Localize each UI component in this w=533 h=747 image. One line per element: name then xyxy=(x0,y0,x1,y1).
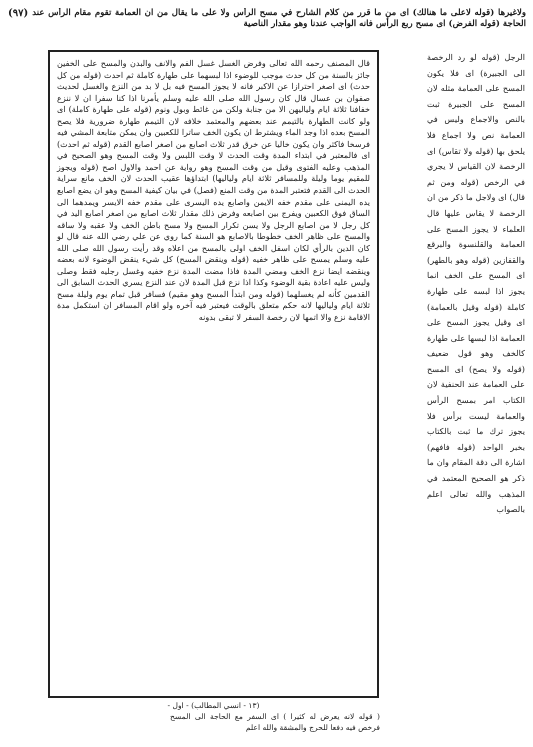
signature-line: (١٣ - انسي المطالب) - اول - xyxy=(167,701,260,710)
main-text: قال المصنف رحمه الله تعالى وفرض الغسل غسل الفم والانف والبدن والمسح على الخفين جائز بالسنة من كل حدث موجب للوضوء اذا لبسهما على طهارة كاملة ثم احدث (قوله من كل حدث) اى اصغر احترازا عن الاكبر فانه لا يجوز المسح فيه بل لا بد من النزع والغسل لحديث صفوان بن عسال قال كان رسول الله صلى الله عليه وسلم يأمرنا اذا كنا سفرا ان لا ننزع خفافنا ثلاثة ايام ولياليهن الا من جنابة ولكن من غائط وبول ونوم (قوله على طهارة كاملة) اى ولو كانت الطهارة بالتيمم عند بعضهم والمعتمد خلافه لان التيمم طهارة ضرورية فلا يصح المسح بعده اذا وجد الماء ويشترط ان يكون الخف ساترا للكعبين وان يمكن متابعة المشي فيه فرسخا فاكثر وان يكون خاليا عن خرق قدر ثلاث اصابع من اصغر اصابع القدم (قوله ثم احدث) اى فالمعتبر في ابتداء المدة وقت الحدث لا وقت اللبس ولا وقت المسح وهو الصحيح في المذهب وعليه الفتوى وقيل من وقت المسح وهو رواية عن احمد والاول اصح (قوله ويجوز للمقيم يوما وليلة وللمسافر ثلاثة ايام ولياليها) ابتداؤها عقيب الحدث لان الخف مانع سراية الحدث الى القدم فتعتبر المدة من وقت المنع (فصل) في بيان كيفية المسح وهو ان يضع اصابع يده اليمنى على مقدم خفه الايمن واصابع يده اليسرى على مقدم خفه الايسر ويمدهما الى الساق فوق الكعبين ويفرج بين اصابعه وفرض ذلك مقدار ثلاث اصابع من اصغر اصابع اليد في كل رجل لا من اصابع الرجل ولا يسن تكرار المسح ولا مسح باطن الخف ولا عقبه ولا ساقه والمسح على ظاهر الخف خطوطا بالاصابع هو السنة كما روي عن علي رضي الله عنه قال لو كان الدين بالرأي لكان اسفل الخف اولى بالمسح من اعلاه وقد رأيت رسول الله صلى الله عليه وسلم يمسح على ظاهر خفيه (قوله وينقض المسح) كل شيء ينقض الوضوء لانه بعضه وينقضه ايضا نزع الخف ومضي المدة فاذا مضت المدة نزع خفيه وغسل رجليه فقط وصلى وليس عليه اعادة بقية الوضوء وكذا اذا نزع قبل المدة لان عند النزع يسري الحدث السابق الى القدمين كأنه لم يغسلهما (قوله ومن ابتدأ المسح وهو مقيم) فسافر قبل تمام يوم وليلة مسح ثلاثة ايام ولياليها لانه حكم متعلق بالوقت فيعتبر فيه آخره ولو اقام المسافر ان استكمل مدة الاقامة نزع والا اتمها لان رخصة السفر لا تبقى بدونه xyxy=(57,58,370,323)
page-header xyxy=(8,8,526,42)
main-text-frame xyxy=(48,50,379,698)
margin-commentary: الرجل (قوله لو رد الرخصة الى الجبيرة) اى فلا يكون المسح على العمامة مثله لان المسح على الجبيرة ثبت بالنص والاجماع وليس في العمامة نص ولا اجماع فلا يلحق بها (قوله ولا تقاس) اى الرخصة لان القياس لا يجري في الرخص (قوله ومن ثم قال) اى ولاجل ما ذكر من ان الرخصة لا يقاس عليها قال العلماء لا يجوز المسح على العمامة والقلنسوة والبرقع والقفازين (قوله وهو بالطهر) اى المسح على الخف انما يجوز اذا لبسه على طهارة كاملة (قوله وقيل بالعمامة) اى وقيل يجوز المسح على العمامة اذا لبسها على طهارة كالخف وهو قول ضعيف (قوله ولا يصح) اى المسح على العمامة عند الحنفية لان الكتاب امر بمسح الرأس والعمامة ليست برأس فلا يجوز ترك ما ثبت بالكتاب بخبر الواحد (قوله فافهم) اشارة الى دقة المقام وان ما ذكر هو الصحيح المعتمد في المذهب والله تعالى اعلم بالصواب xyxy=(427,52,525,515)
page-number: (٩٧) xyxy=(8,8,29,19)
header-text: ولاغيرها (قوله لاعلى ما هنالك) اى من ما قرر من كلام الشارح في مسح الرأس ولا على ما يقال من ان العمامة تقوم مقام الرأس عند الحاجة (قوله الفرض) اى مسح ربع الرأس فانه الواجب عندنا وهو مقدار الناصية xyxy=(32,8,526,29)
footnote: ( قوله لانه يعرض له كثيرا ) اى السفر مع الحاجة الى المسح فرخص فيه دفعا للحرج والمشقة والله اعلم xyxy=(170,712,380,732)
